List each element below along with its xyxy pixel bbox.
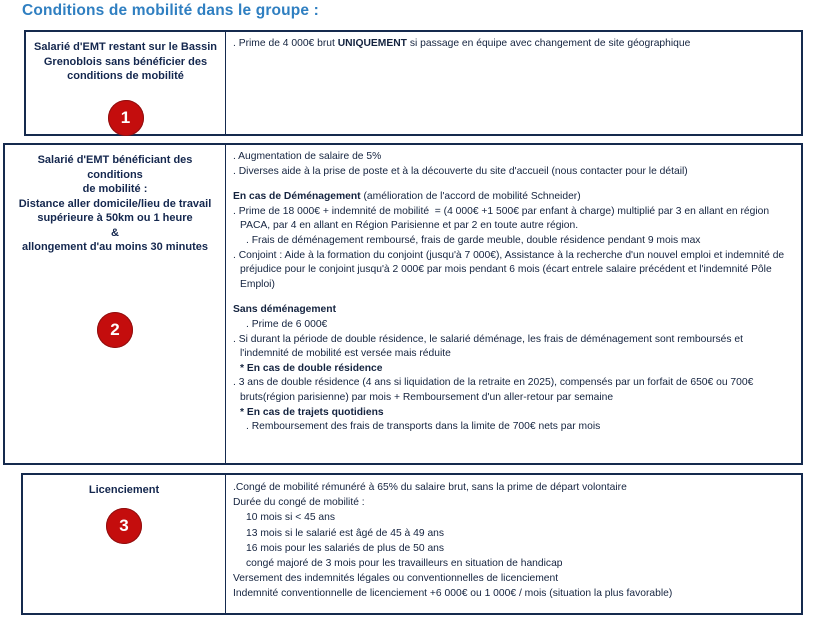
detail-line: 13 mois si le salarié est âgé de 45 à 49 ans: [246, 527, 445, 539]
detail-text-post: si passage en équipe avec changement de site géographique: [406, 38, 691, 49]
details-cell-1: [226, 32, 801, 134]
detail-line: . Prime de 18 000€ + indemnité de mobilité = (4 000€ +1 500€ par enfant à charge) multiplié par 3 en allant en région PACA, par 4 en allant en Région Parisienne et par 2 en toute autre région.: [233, 205, 772, 232]
category-line: Licenciement: [88, 484, 160, 496]
detail-line-heading: * En cas de trajets quotidiens: [240, 406, 384, 418]
detail-text-bold: UNIQUEMENT: [337, 38, 407, 49]
detail-line-heading: * En cas de double résidence: [240, 362, 383, 374]
detail-line: . Diverses aide à la prise de poste et à la découverte du site d'accueil (nous contacter pour le détail): [233, 165, 688, 177]
detail-line: . Remboursement des frais de transports dans la limite de 700€ nets par mois: [246, 421, 601, 433]
detail-line: 16 mois pour les salariés de plus de 50 ans: [246, 542, 445, 554]
step-badge-2: 2: [97, 312, 133, 348]
detail-line: . 3 ans de double résidence (4 ans si liquidation de la retraite en 2025), compensés par un forfait de 650€ ou 700€ bruts(région parisienne) par mois + Remboursement d'un aller-retour par semaine: [233, 377, 757, 403]
detail-line: . Prime de 6 000€: [246, 318, 328, 330]
category-line: Salarié d'EMT restant sur le Bassin: [34, 41, 217, 53]
detail-line: Indemnité conventionnelle de licenciement +6 000€ ou 1 000€ / mois (situation la plus favorable): [233, 588, 673, 600]
category-line: supérieure à 50km ou 1 heure: [37, 212, 193, 224]
detail-line: [233, 37, 794, 51]
details-cell-2: [226, 145, 801, 463]
step-badge-3: 3: [106, 508, 142, 544]
category-title-2: [5, 153, 225, 255]
category-cell-2: [5, 145, 226, 463]
detail-line: .Congé de mobilité rémunéré à 65% du salaire brut, sans la prime de départ volontaire: [233, 482, 627, 493]
category-line: Grenoblois sans bénéficier des: [43, 55, 208, 68]
detail-line: . Frais de déménagement remboursé, frais de garde meuble, double résidence pendant 9 mois max: [246, 234, 701, 246]
category-title-1: [26, 40, 225, 84]
category-line: &: [111, 226, 119, 239]
category-line: Salarié d'EMT bénéficiant des conditions: [37, 154, 193, 181]
step-badge-1: 1: [108, 100, 144, 136]
detail-line-heading: [233, 190, 794, 205]
category-line: conditions de mobilité: [67, 70, 184, 82]
detail-line: . Si durant la période de double résidence, le salarié déménage, les frais de déménagement sont remboursés et l'indemnité de mobilité est versée mais réduite: [233, 333, 746, 360]
page-title: Conditions de mobilité dans le groupe :: [22, 2, 319, 19]
detail-line: congé majoré de 3 mois pour les travailleurs en situation de handicap: [246, 558, 563, 570]
category-cell-3: [23, 475, 226, 613]
detail-heading-rest: (amélioration de l'accord de mobilité Schneider): [360, 191, 581, 203]
category-line: allongement d'au moins 30 minutes: [22, 241, 208, 253]
detail-line: . Augmentation de salaire de 5%: [233, 151, 382, 162]
spacer: [233, 179, 794, 190]
category-line: Distance aller domicile/lieu de travail: [18, 197, 212, 210]
category-cell-1: [26, 32, 226, 134]
detail-line: . Conjoint : Aide à la formation du conjoint (jusqu'à 7 000€), Assistance à la recherche d'un nouvel emploi et indemnité de préjudice pour le conjoint jusqu'à 2 000€ par mois pendant 6 mois (écart entrele salaire précédent et l'indemnité Pôle Emploi): [233, 249, 788, 290]
detail-line: 10 mois si < 45 ans: [246, 512, 336, 524]
condition-row-3: [21, 473, 803, 615]
category-line: de mobilité :: [82, 183, 148, 195]
detail-underline-text: Durée du congé de mobilité :: [233, 497, 365, 509]
condition-row-1: [24, 30, 803, 136]
details-cell-3: [226, 475, 801, 613]
detail-line-heading: Sans déménagement: [233, 304, 337, 316]
detail-line-underlined: [233, 495, 794, 510]
detail-text-pre: . Prime de 4 000€ brut: [233, 38, 338, 49]
detail-line: Versement des indemnités légales ou conventionnelles de licenciement: [233, 573, 559, 585]
condition-row-2: [3, 143, 803, 465]
category-title-3: [23, 483, 225, 498]
spacer: [233, 292, 794, 303]
detail-heading-bold: En cas de Déménagement: [233, 191, 361, 203]
